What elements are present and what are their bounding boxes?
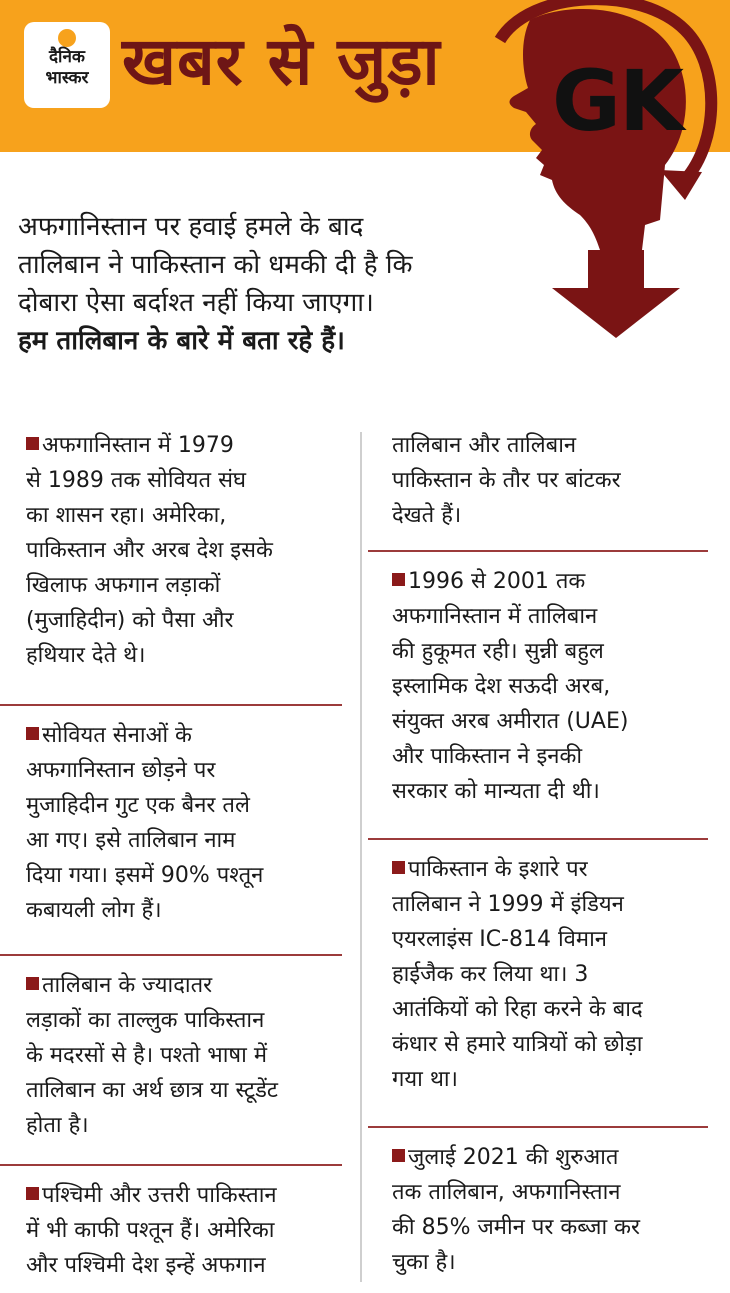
fact-line: सरकार को मान्यता दी थी।	[392, 779, 600, 804]
fact-item	[392, 564, 717, 809]
fact-line: दिया गया। इसमें 90% पश्तून	[26, 863, 264, 888]
fact-line: और पाकिस्तान ने इनकी	[392, 744, 583, 769]
fact-item	[26, 718, 356, 928]
intro-text	[18, 208, 548, 360]
right-separator	[368, 838, 708, 840]
fact-line: होता है।	[26, 1113, 89, 1138]
gk-badge: GK	[552, 52, 683, 150]
right-separator	[368, 1126, 708, 1128]
fact-line: खिलाफ अफगान लड़ाकों	[26, 573, 221, 598]
fact-item	[26, 428, 356, 673]
fact-line: मुजाहिदीन गुट एक बैनर तले	[26, 793, 250, 818]
column-divider	[360, 432, 362, 1282]
fact-line: लड़ाकों का ताल्लुक पाकिस्तान	[26, 1008, 265, 1033]
right-separator	[368, 550, 708, 552]
bullet-icon	[392, 861, 405, 874]
fact-line: तालिबान का अर्थ छात्र या स्टूडेंट	[26, 1078, 278, 1103]
fact-line: हथियार देते थे।	[26, 643, 146, 668]
fact-line: कबायली लोग हैं।	[26, 898, 162, 923]
fact-line: की 85% जमीन पर कब्जा कर	[392, 1215, 641, 1240]
fact-line: की हुकूमत रही। सुन्नी बहुल	[392, 639, 604, 664]
logo-line-2: भास्कर	[45, 68, 89, 88]
fact-line: तालिबान और तालिबान	[392, 433, 577, 458]
dainik-bhaskar-logo	[24, 22, 110, 108]
page-title: खबर से जुड़ा	[122, 23, 441, 100]
bullet-icon	[26, 727, 39, 740]
fact-line: देखते हैं।	[392, 503, 462, 528]
intro-bold-line: हम तालिबान के बारे में बता रहे हैं।	[18, 326, 345, 356]
fact-item	[26, 968, 356, 1143]
fact-line: आतंकियों को रिहा करने के बाद	[392, 997, 643, 1022]
bullet-icon	[392, 1149, 405, 1162]
fact-line: संयुक्त अरब अमीरात (UAE)	[392, 709, 629, 734]
fact-line: तक तालिबान, अफगानिस्तान	[392, 1180, 621, 1205]
fact-line: एयरलाइंस IC-814 विमान	[392, 927, 607, 952]
fact-line: में भी काफी पश्तून हैं। अमेरिका	[26, 1218, 275, 1243]
fact-line: के मदरसों से है। पश्तो भाषा में	[26, 1043, 267, 1068]
fact-line: 1996 से 2001 तक	[408, 569, 586, 594]
fact-line: गया था।	[392, 1067, 458, 1092]
fact-line: पाकिस्तान के तौर पर बांटकर	[392, 468, 621, 493]
fact-item	[26, 1178, 356, 1283]
fact-line: से 1989 तक सोवियत संघ	[26, 468, 246, 493]
fact-line: अफगानिस्तान में तालिबान	[392, 604, 598, 629]
fact-line: सोवियत सेनाओं के	[42, 723, 192, 748]
fact-line: चुका है।	[392, 1250, 456, 1275]
fact-line: पश्चिमी और उत्तरी पाकिस्तान	[42, 1183, 277, 1208]
intro-line: अफगानिस्तान पर हवाई हमले के बाद	[18, 212, 364, 242]
intro-line: दोबारा ऐसा बर्दाश्त नहीं किया जाएगा।	[18, 288, 374, 318]
logo-line-1: दैनिक	[49, 47, 85, 67]
left-separator	[0, 1164, 342, 1166]
fact-item-continued	[392, 428, 717, 533]
fact-item	[392, 1140, 717, 1280]
fact-line: तालिबान ने 1999 में इंडियन	[392, 892, 624, 917]
sun-icon	[58, 29, 76, 47]
fact-line: अफगानिस्तान में 1979	[42, 433, 234, 458]
fact-line: आ गए। इसे तालिबान नाम	[26, 828, 236, 853]
fact-line: जुलाई 2021 की शुरुआत	[408, 1145, 619, 1170]
fact-line: तालिबान के ज्यादातर	[42, 973, 213, 998]
fact-item	[392, 852, 717, 1097]
fact-line: पाकिस्तान और अरब देश इसके	[26, 538, 273, 563]
left-separator	[0, 704, 342, 706]
fact-line: अफगानिस्तान छोड़ने पर	[26, 758, 216, 783]
fact-line: इस्लामिक देश सऊदी अरब,	[392, 674, 611, 699]
bullet-icon	[26, 437, 39, 450]
fact-line: कंधार से हमारे यात्रियों को छोड़ा	[392, 1032, 643, 1057]
left-separator	[0, 954, 342, 956]
intro-line: तालिबान ने पाकिस्तान को धमकी दी है कि	[18, 250, 413, 280]
bullet-icon	[26, 977, 39, 990]
fact-line: और पश्चिमी देश इन्हें अफगान	[26, 1253, 266, 1278]
fact-line: पाकिस्तान के इशारे पर	[408, 857, 588, 882]
bullet-icon	[392, 573, 405, 586]
fact-line: (मुजाहिदीन) को पैसा और	[26, 608, 234, 633]
fact-line: हाईजैक कर लिया था। 3	[392, 962, 589, 987]
fact-line: का शासन रहा। अमेरिका,	[26, 503, 227, 528]
bullet-icon	[26, 1187, 39, 1200]
